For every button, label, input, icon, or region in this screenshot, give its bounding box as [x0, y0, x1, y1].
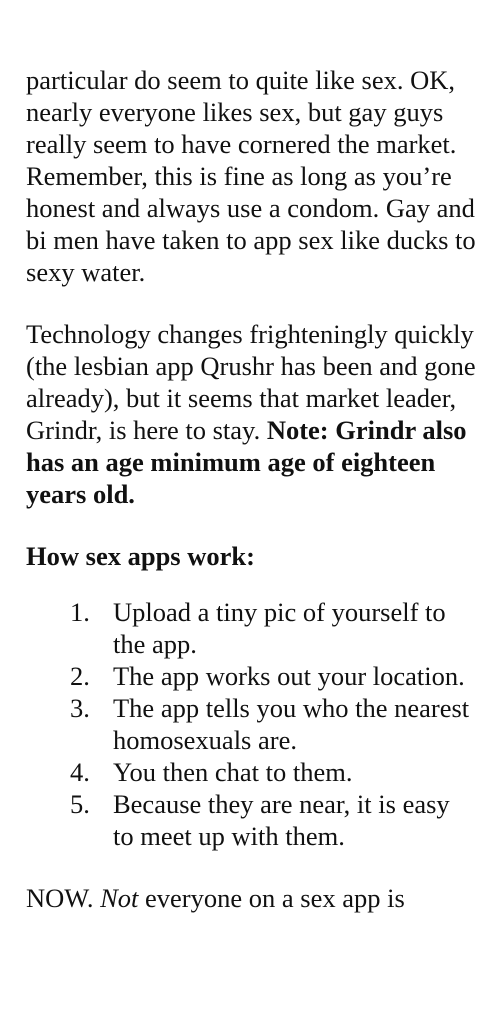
paragraph-3-lead: NOW.	[26, 883, 101, 913]
paragraph-3-emphasis: Not	[100, 883, 139, 913]
list-item-text: Because they are near, it is easy to meet up with them.	[113, 789, 450, 851]
steps-list	[26, 596, 476, 852]
document-page	[26, 64, 476, 914]
section-heading: How sex apps work:	[26, 541, 255, 571]
paragraph-2	[26, 318, 476, 510]
list-item-number: 1.	[70, 597, 90, 627]
list-item-text: The app tells you who the nearest homosexuals are.	[113, 693, 470, 755]
list-item-number: 2.	[70, 661, 90, 691]
grindr-age-note: Note: Grindr also has an age minimum age of eighteen years old.	[26, 415, 467, 509]
list-item	[26, 596, 476, 660]
list-item-text: Upload a tiny pic of yourself to the app.	[113, 597, 446, 659]
paragraph-2-text: Technology changes frighteningly quickly (the lesbian app Qrushr has been and gone already), but it seems that market leader, Grindr, is here to stay.	[26, 319, 476, 445]
list-item	[26, 692, 476, 756]
list-item	[26, 756, 476, 788]
list-item-number: 3.	[70, 693, 90, 723]
paragraph-3-rest: everyone on a sex app is	[138, 883, 405, 913]
list-item-number: 4.	[70, 757, 90, 787]
list-item	[26, 660, 476, 692]
list-item-text: The app works out your location.	[113, 661, 465, 691]
paragraph-3	[26, 882, 476, 914]
list-item	[26, 788, 476, 852]
list-item-text: You then chat to them.	[113, 757, 353, 787]
paragraph-1: particular do seem to quite like sex. OK, nearly everyone likes sex, but gay guys really seem to have cornered the market. Remember, this is fine as long as you’re honest and always use a condom. Gay and bi men have taken to app sex like ducks to sexy water.	[26, 65, 476, 287]
list-item-number: 5.	[70, 789, 90, 819]
